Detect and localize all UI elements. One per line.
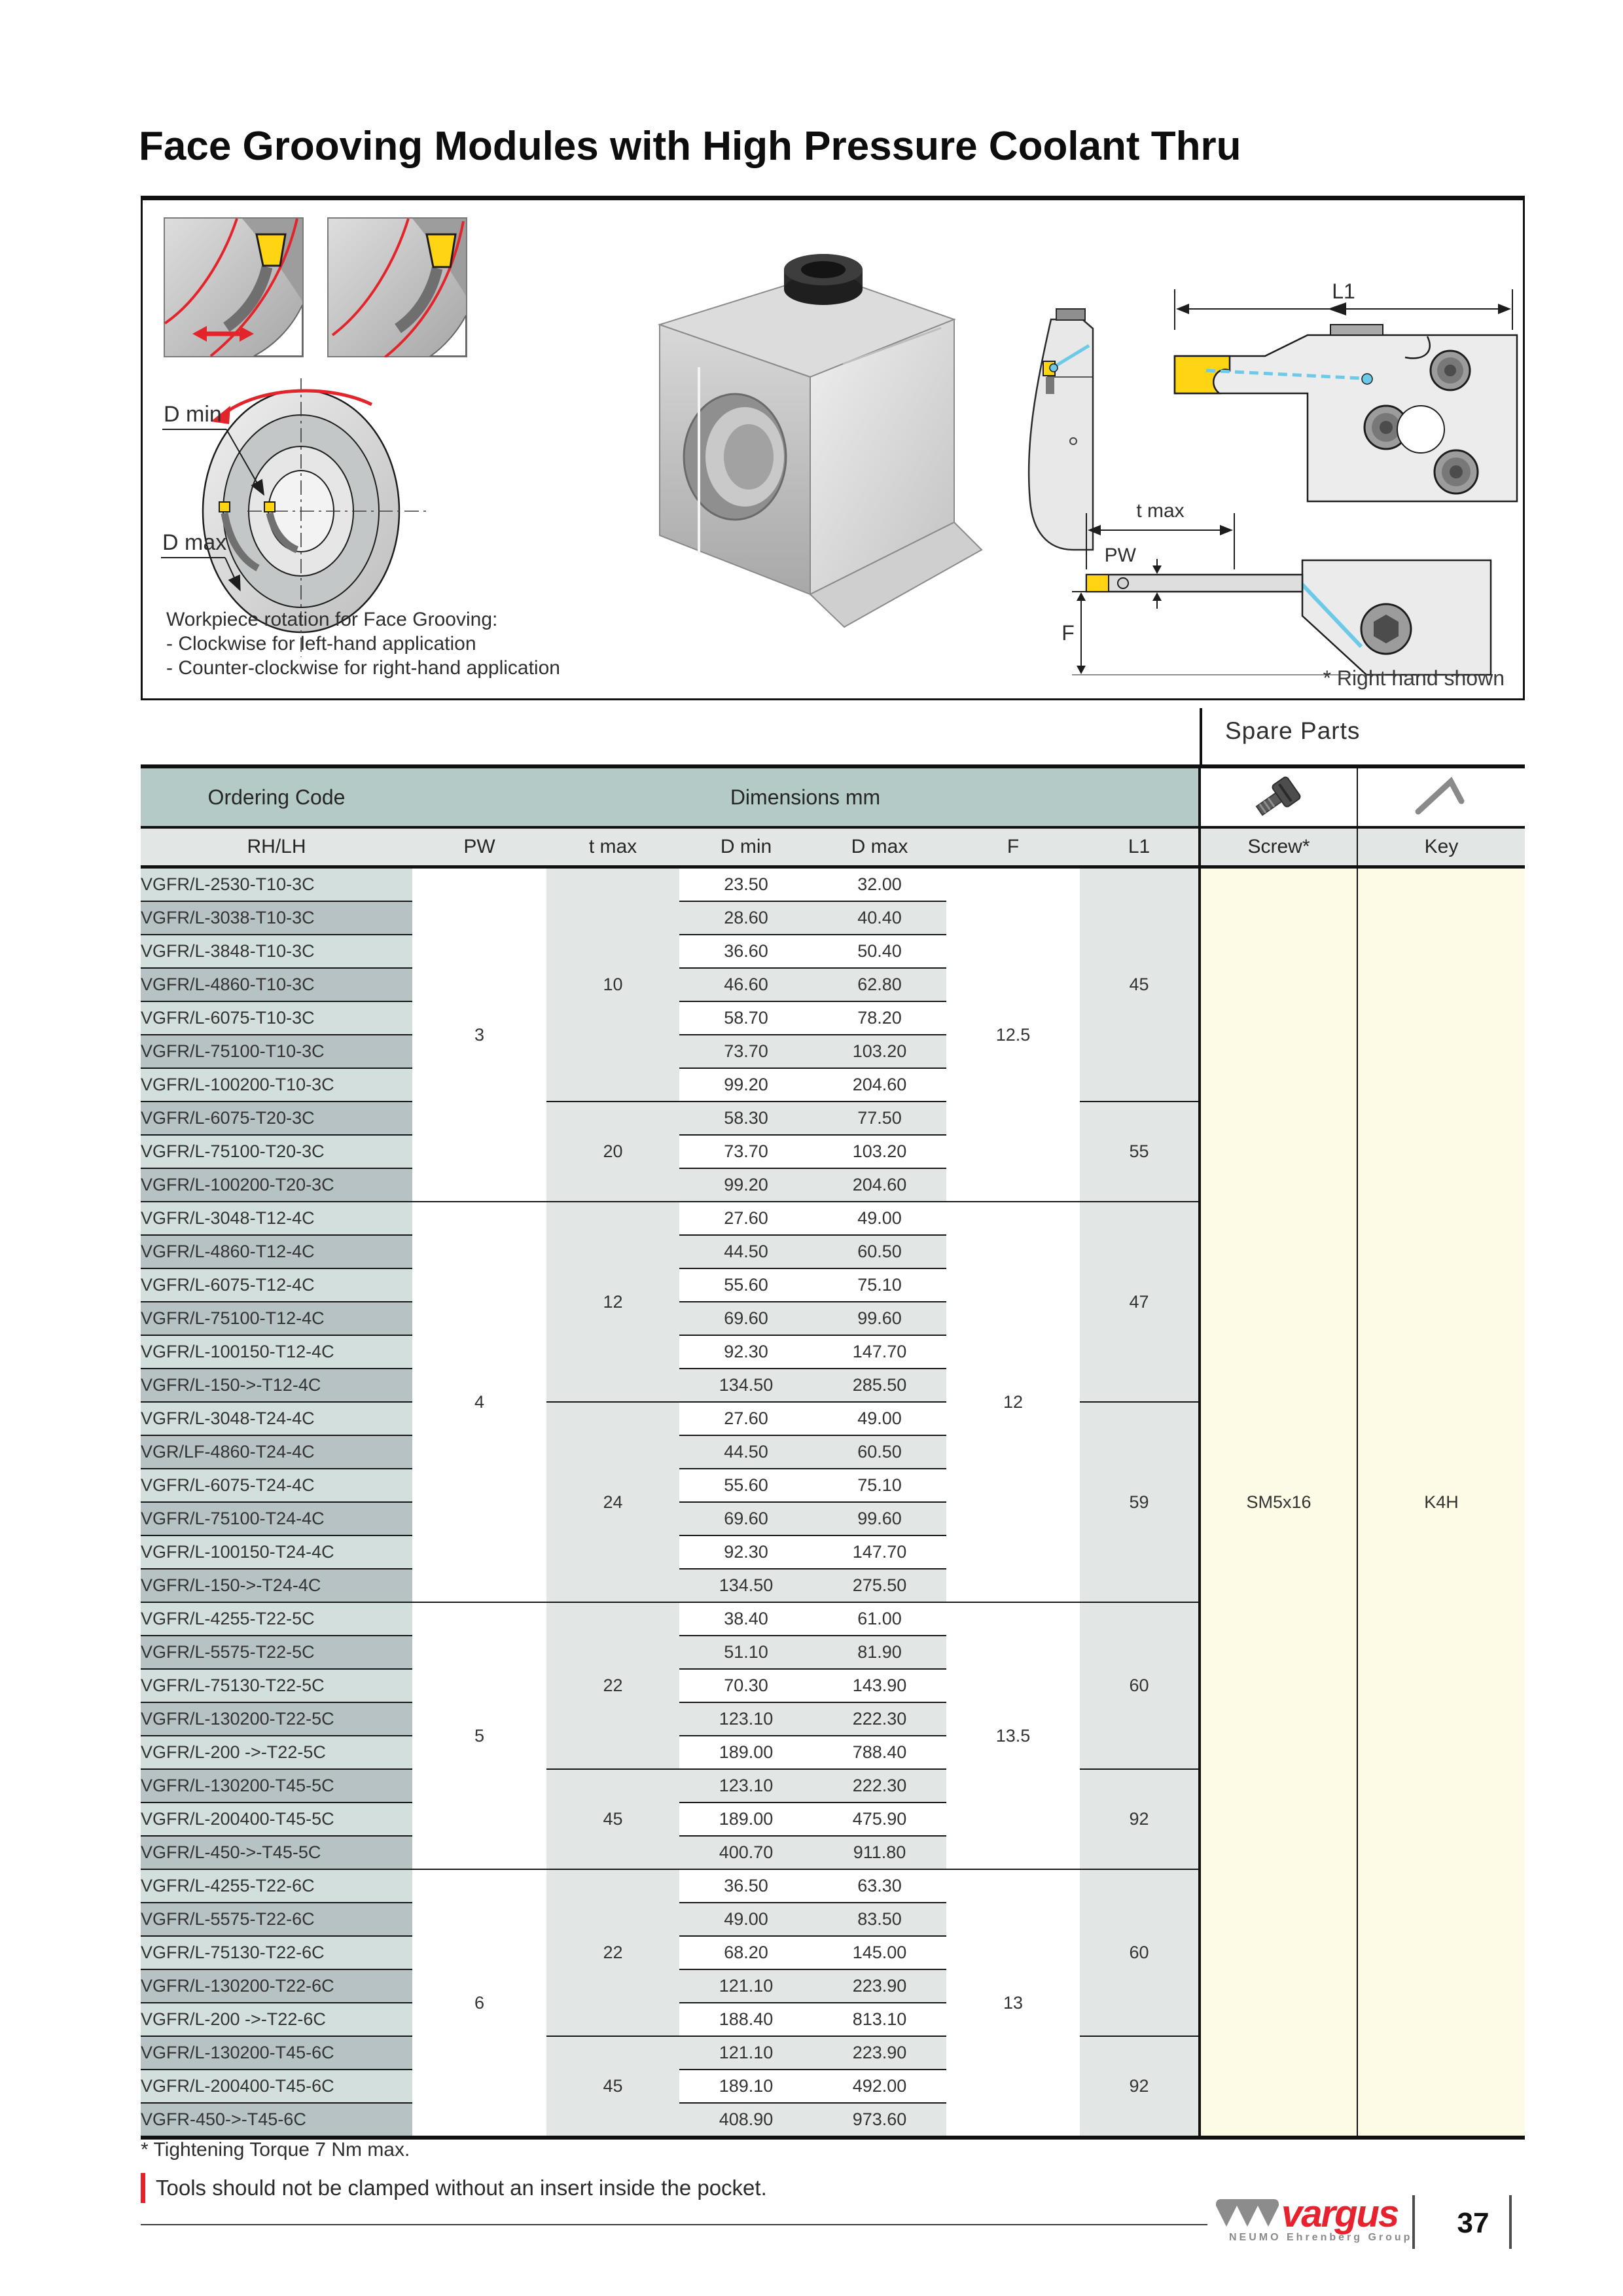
dmax-cell: 77.50 — [813, 1102, 946, 1135]
ordering-code-cell: VGFR/L-100200-T20-3C — [141, 1168, 412, 1202]
ordering-table — [141, 764, 1525, 2140]
insert-icon — [1086, 575, 1109, 592]
page-title: Face Grooving Modules with High Pressure Coolant Thru — [139, 124, 1241, 169]
dmin-cell: 99.20 — [679, 1068, 813, 1102]
ordering-code-cell: VGFR/L-6075-T10-3C — [141, 1001, 412, 1035]
ordering-code-cell: VGFR/L-75130-T22-5C — [141, 1669, 412, 1702]
dmax-cell: 911.80 — [813, 1836, 946, 1869]
dmin-cell: 134.50 — [679, 1569, 813, 1602]
ordering-code-cell: VGFR/L-150->-T24-4C — [141, 1569, 412, 1602]
key-cell: K4H — [1357, 867, 1525, 2138]
warning-note — [141, 2173, 767, 2203]
f-cell: 13.5 — [946, 1602, 1080, 1869]
f-cell: 12 — [946, 1202, 1080, 1602]
vargus-logo-icon — [1215, 2198, 1280, 2229]
dmax-cell: 145.00 — [813, 1936, 946, 1969]
right-hand-note: * Right hand shown — [1323, 666, 1505, 690]
ordering-code-cell: VGFR/L-4255-T22-6C — [141, 1869, 412, 1903]
dmax-cell: 813.10 — [813, 2003, 946, 2036]
dmax-cell: 223.90 — [813, 1969, 946, 2003]
clamp-screw-icon — [1435, 450, 1478, 493]
dmin-cell: 73.70 — [679, 1135, 813, 1168]
dmin-cell: 69.60 — [679, 1302, 813, 1335]
hex-key-icon — [1409, 771, 1474, 818]
dmax-cell: 222.30 — [813, 1769, 946, 1803]
dmax-cell: 285.50 — [813, 1369, 946, 1402]
dmax-cell: 475.90 — [813, 1803, 946, 1836]
dmin-cell: 189.10 — [679, 2070, 813, 2103]
rotation-note — [166, 607, 560, 680]
footer-rule — [141, 2224, 1207, 2225]
t-max-label: t max — [1136, 500, 1185, 522]
dmax-cell: 103.20 — [813, 1035, 946, 1068]
dmax-cell: 32.00 — [813, 867, 946, 902]
col-header-dmax: D max — [813, 827, 946, 867]
col-header-screw: Screw* — [1200, 827, 1357, 867]
module-front-view — [1167, 272, 1520, 508]
ordering-code-cell: VGFR/L-130200-T22-5C — [141, 1702, 412, 1736]
ordering-code-cell: VGFR/L-3048-T12-4C — [141, 1202, 412, 1235]
dmin-cell: 92.30 — [679, 1535, 813, 1569]
col-header-pw: PW — [412, 827, 546, 867]
dmax-cell: 788.40 — [813, 1736, 946, 1769]
dmax-cell: 50.40 — [813, 935, 946, 968]
dimensions-header: Dimensions mm — [412, 766, 1200, 827]
l1-cell: 92 — [1080, 1769, 1200, 1869]
ordering-code-cell: VGFR/L-3048-T24-4C — [141, 1402, 412, 1435]
clamp-screw-icon — [1431, 351, 1470, 390]
dmin-cell: 51.10 — [679, 1636, 813, 1669]
tmax-cell: 22 — [546, 1602, 679, 1769]
dmax-cell: 49.00 — [813, 1402, 946, 1435]
dmax-cell: 973.60 — [813, 2103, 946, 2138]
rotation-note-line3: - Counter-clockwise for right-hand application — [166, 657, 560, 679]
ordering-code-cell: VGFR/L-6075-T24-4C — [141, 1469, 412, 1502]
ordering-code-cell: VGFR/L-4255-T22-5C — [141, 1602, 412, 1636]
tmax-cell: 22 — [546, 1869, 679, 2036]
dmax-cell: 60.50 — [813, 1235, 946, 1268]
ordering-code-cell: VGFR/L-3848-T10-3C — [141, 935, 412, 968]
dmin-cell: 44.50 — [679, 1235, 813, 1268]
spare-parts-heading: Spare Parts — [1225, 717, 1361, 744]
dmin-cell: 121.10 — [679, 1969, 813, 2003]
f-cell: 13 — [946, 1869, 1080, 2138]
l1-cell: 45 — [1080, 867, 1200, 1102]
dmin-cell: 55.60 — [679, 1268, 813, 1302]
dmin-cell: 58.30 — [679, 1102, 813, 1135]
dmax-cell: 275.50 — [813, 1569, 946, 1602]
ordering-code-cell: VGFR/L-200 ->-T22-6C — [141, 2003, 412, 2036]
dmin-cell: 134.50 — [679, 1369, 813, 1402]
dmin-cell: 38.40 — [679, 1602, 813, 1636]
f-label: F — [1061, 621, 1075, 645]
face-grooving-picture-right — [327, 217, 467, 357]
dmax-cell: 62.80 — [813, 968, 946, 1001]
l1-cell: 47 — [1080, 1202, 1200, 1402]
hex-screw-icon — [1361, 604, 1411, 654]
footer-divider-right — [1509, 2195, 1512, 2249]
tmax-cell: 10 — [546, 867, 679, 1102]
f-cell: 12.5 — [946, 867, 1080, 1202]
col-header-l1: L1 — [1080, 827, 1200, 867]
dmin-cell: 189.00 — [679, 1803, 813, 1836]
rotation-note-line1: Workpiece rotation for Face Grooving: — [166, 609, 498, 630]
dmax-cell: 81.90 — [813, 1636, 946, 1669]
dmax-cell: 143.90 — [813, 1669, 946, 1702]
dmin-cell: 46.60 — [679, 968, 813, 1001]
pw-cell: 5 — [412, 1602, 546, 1869]
ordering-code-cell: VGFR/L-100150-T24-4C — [141, 1535, 412, 1569]
dmin-cell: 55.60 — [679, 1469, 813, 1502]
pw-cell: 4 — [412, 1202, 546, 1602]
ordering-code-cell: VGFR/L-2530-T10-3C — [141, 867, 412, 902]
dmax-cell: 40.40 — [813, 901, 946, 935]
ordering-code-cell: VGFR/L-200400-T45-6C — [141, 2070, 412, 2103]
tmax-cell: 20 — [546, 1102, 679, 1202]
ordering-code-cell: VGFR/L-100150-T12-4C — [141, 1335, 412, 1369]
module-bottom-view — [1059, 488, 1517, 691]
ordering-code-cell: VGFR/L-75100-T10-3C — [141, 1035, 412, 1068]
dmin-cell: 189.00 — [679, 1736, 813, 1769]
col-header-f: F — [946, 827, 1080, 867]
l1-cell: 59 — [1080, 1402, 1200, 1602]
ordering-code-cell: VGFR/L-130200-T45-6C — [141, 2036, 412, 2070]
dmax-cell: 75.10 — [813, 1469, 946, 1502]
pw-cell: 6 — [412, 1869, 546, 2138]
dmin-cell: 123.10 — [679, 1702, 813, 1736]
tmax-cell: 24 — [546, 1402, 679, 1602]
dmin-cell: 400.70 — [679, 1836, 813, 1869]
ordering-code-cell: VGFR/L-75100-T24-4C — [141, 1502, 412, 1535]
dmax-cell: 147.70 — [813, 1335, 946, 1369]
dmax-cell: 83.50 — [813, 1903, 946, 1936]
ordering-code-cell: VGR/LF-4860-T24-4C — [141, 1435, 412, 1469]
dmin-cell: 49.00 — [679, 1903, 813, 1936]
ordering-code-cell: VGFR/L-4860-T10-3C — [141, 968, 412, 1001]
l1-label: L1 — [1332, 279, 1355, 303]
d-max-label: D max — [162, 530, 227, 555]
dmin-cell: 36.50 — [679, 1869, 813, 1903]
tmax-cell: 45 — [546, 1769, 679, 1869]
ordering-code-cell: VGFR/L-75130-T22-6C — [141, 1936, 412, 1969]
figure-box — [141, 196, 1525, 700]
ordering-code-cell: VGFR/L-75100-T20-3C — [141, 1135, 412, 1168]
dmax-cell: 60.50 — [813, 1435, 946, 1469]
dmax-cell: 223.90 — [813, 2036, 946, 2070]
tmax-cell: 12 — [546, 1202, 679, 1402]
pw-cell: 3 — [412, 867, 546, 1202]
tmax-cell: 45 — [546, 2036, 679, 2138]
ordering-code-cell: VGFR/L-5575-T22-5C — [141, 1636, 412, 1669]
dmin-cell: 68.20 — [679, 1936, 813, 1969]
pw-label: PW — [1104, 545, 1136, 566]
dmin-cell: 58.70 — [679, 1001, 813, 1035]
table-body — [141, 867, 1525, 2138]
table-header-row-2 — [141, 827, 1525, 867]
dmax-cell: 204.60 — [813, 1168, 946, 1202]
ordering-code-cell: VGFR/L-4860-T12-4C — [141, 1235, 412, 1268]
dmax-cell: 75.10 — [813, 1268, 946, 1302]
dmin-cell: 123.10 — [679, 1769, 813, 1803]
ordering-code-cell: VGFR/L-100200-T10-3C — [141, 1068, 412, 1102]
ordering-code-cell: VGFR/L-130200-T22-6C — [141, 1969, 412, 2003]
vargus-brand-text: vargus — [1281, 2193, 1399, 2235]
col-header-key: Key — [1357, 827, 1525, 867]
dmax-cell: 492.00 — [813, 2070, 946, 2103]
dmin-cell: 36.60 — [679, 935, 813, 968]
dmax-cell: 204.60 — [813, 1068, 946, 1102]
dmax-cell: 147.70 — [813, 1535, 946, 1569]
ordering-code-header: Ordering Code — [141, 766, 412, 827]
footer-divider-left — [1412, 2195, 1415, 2249]
module-3d-render — [562, 226, 1020, 665]
page-number: 37 — [1457, 2207, 1489, 2239]
dmin-cell: 23.50 — [679, 867, 813, 902]
dmin-cell: 188.40 — [679, 2003, 813, 2036]
torque-footnote: * Tightening Torque 7 Nm max. — [141, 2139, 410, 2161]
ordering-code-cell: VGFR/L-6075-T20-3C — [141, 1102, 412, 1135]
table-row — [141, 867, 1525, 902]
d-min-label: D min — [164, 402, 222, 427]
face-grooving-picture-left — [164, 217, 304, 357]
ordering-code-cell: VGFR/L-130200-T45-5C — [141, 1769, 412, 1803]
dmin-cell: 28.60 — [679, 901, 813, 935]
vargus-logo — [1215, 2193, 1413, 2244]
vargus-subtitle: NEUMO Ehrenberg Group — [1229, 2232, 1413, 2243]
ordering-code-cell: VGFR-450->-T45-6C — [141, 2103, 412, 2138]
dmin-cell: 121.10 — [679, 2036, 813, 2070]
spare-parts-divider — [1200, 708, 1202, 766]
dmax-cell: 103.20 — [813, 1135, 946, 1168]
ordering-code-cell: VGFR/L-6075-T12-4C — [141, 1268, 412, 1302]
l1-cell: 60 — [1080, 1869, 1200, 2036]
col-header-tmax: t max — [546, 827, 679, 867]
col-header-rhlh: RH/LH — [141, 827, 412, 867]
warning-bar-icon — [141, 2173, 145, 2203]
ordering-code-cell: VGFR/L-150->-T12-4C — [141, 1369, 412, 1402]
warning-text: Tools should not be clamped without an insert inside the pocket. — [156, 2176, 767, 2200]
ordering-code-cell: VGFR/L-75100-T12-4C — [141, 1302, 412, 1335]
dmax-cell: 63.30 — [813, 1869, 946, 1903]
key-icon-header — [1357, 766, 1525, 827]
dmax-cell: 78.20 — [813, 1001, 946, 1035]
screw-cell: SM5x16 — [1200, 867, 1357, 2138]
rotation-note-line2: - Clockwise for left-hand application — [166, 633, 476, 655]
dmax-cell: 99.60 — [813, 1502, 946, 1535]
ordering-code-cell: VGFR/L-200400-T45-5C — [141, 1803, 412, 1836]
ordering-code-cell: VGFR/L-3038-T10-3C — [141, 901, 412, 935]
dmax-cell: 99.60 — [813, 1302, 946, 1335]
screw-icon-header — [1200, 766, 1357, 827]
table-header-row-1 — [141, 766, 1525, 827]
dmin-cell: 70.30 — [679, 1669, 813, 1702]
dmin-cell: 27.60 — [679, 1202, 813, 1235]
l1-cell: 55 — [1080, 1102, 1200, 1202]
dmax-cell: 61.00 — [813, 1602, 946, 1636]
l1-cell: 60 — [1080, 1602, 1200, 1769]
col-header-dmin: D min — [679, 827, 813, 867]
screw-icon — [1249, 771, 1309, 818]
ordering-code-cell: VGFR/L-5575-T22-6C — [141, 1903, 412, 1936]
dmin-cell: 92.30 — [679, 1335, 813, 1369]
dmax-cell: 222.30 — [813, 1702, 946, 1736]
dmin-cell: 99.20 — [679, 1168, 813, 1202]
dmin-cell: 27.60 — [679, 1402, 813, 1435]
ordering-code-cell: VGFR/L-450->-T45-5C — [141, 1836, 412, 1869]
dmax-cell: 49.00 — [813, 1202, 946, 1235]
dmin-cell: 408.90 — [679, 2103, 813, 2138]
ordering-code-cell: VGFR/L-200 ->-T22-5C — [141, 1736, 412, 1769]
dmin-cell: 73.70 — [679, 1035, 813, 1068]
dmin-cell: 44.50 — [679, 1435, 813, 1469]
dmin-cell: 69.60 — [679, 1502, 813, 1535]
l1-cell: 92 — [1080, 2036, 1200, 2138]
